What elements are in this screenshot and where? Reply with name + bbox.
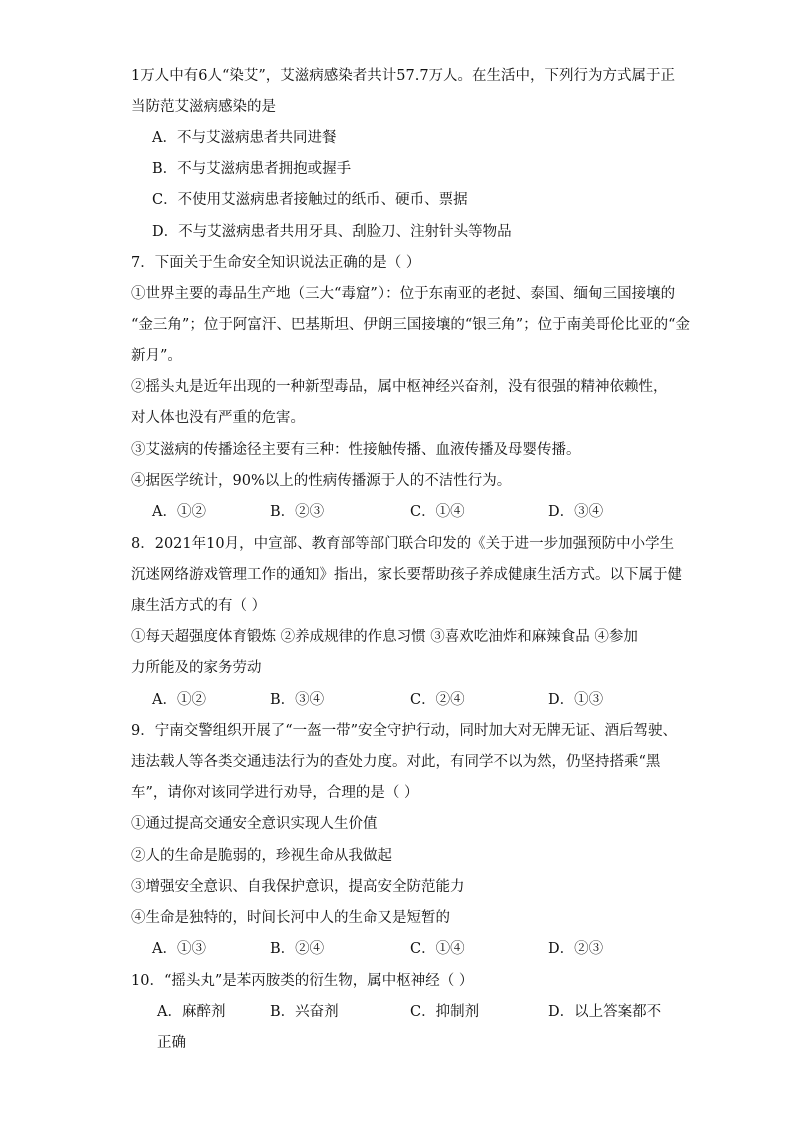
q7-statement1-line3: 新月”。 xyxy=(131,348,182,364)
q8-stem-line2: 沉迷网络游戏管理工作的通知》指出，家长要帮助孩子养成健康生活方式。以下属于健 xyxy=(131,567,682,583)
q10-option-c: C．抑制剂 xyxy=(410,1004,480,1020)
q8-stem-line3: 康生活方式的有（ ） xyxy=(131,598,267,614)
q7-option-b: B．②③ xyxy=(270,504,325,520)
q9-stem-line1: 9．宁南交警组织开展了“一盔一带”安全守护行动，同时加大对无牌无证、酒后驾驶、 xyxy=(131,723,678,739)
q9-stem-line2: 违法载人等各类交通违法行为的查处力度。对此，有同学不以为然，仍坚持搭乘“黑 xyxy=(131,754,661,770)
q7-statement1-line1: ①世界主要的毒品生产地（三大“毒窟”）：位于东南亚的老挝、泰国、缅甸三国接壤的 xyxy=(131,286,676,302)
q9-option-b: B．②④ xyxy=(270,941,325,957)
q8-stem-line1: 8．2021年10月，中宣部、教育部等部门联合印发的《关于进一步加强预防中小学生 xyxy=(131,536,675,552)
q9-statement4: ④生命是独特的，时间长河中人的生命又是短暂的 xyxy=(131,910,450,926)
q8-option-b: B．③④ xyxy=(270,692,325,708)
q6-stem-line2: 当防范艾滋病感染的是 xyxy=(131,99,276,115)
q7-statement3: ③艾滋病的传播途径主要有三种：性接触传播、血液传播及母婴传播。 xyxy=(131,442,581,458)
q7-statement2-line1: ②摇头丸是近年出现的一种新型毒品，属中枢神经兴奋剂，没有很强的精神依赖性， xyxy=(131,379,668,395)
q8-option-c: C．②④ xyxy=(410,692,465,708)
q10-option-a: A．麻醉剂 xyxy=(157,1004,226,1020)
q9-statement3: ③增强安全意识、自我保护意识，提高安全防范能力 xyxy=(131,879,465,895)
q7-statement2-line2: 对人体也没有严重的危害。 xyxy=(131,410,305,426)
q8-option-a: A．①② xyxy=(152,692,206,708)
q6-option-b: B．不与艾滋病患者拥抱或握手 xyxy=(152,161,352,177)
q10-option-d-wrap: 正确 xyxy=(157,1035,186,1051)
q9-option-c: C．①④ xyxy=(410,941,465,957)
q10-option-b: B．兴奋剂 xyxy=(270,1004,339,1020)
q7-option-d: D．③④ xyxy=(548,504,604,520)
q9-statement1: ①通过提高交通安全意识实现人生价值 xyxy=(131,816,378,832)
q7-option-c: C．①④ xyxy=(410,504,465,520)
q9-option-d: D．②③ xyxy=(548,941,604,957)
q7-statement4: ④据医学统计，90%以上的性病传播源于人的不洁性行为。 xyxy=(131,473,512,489)
q6-stem-line1: 1万人中有6人“染艾”，艾滋病感染者共计57.7万人。在生活中，下列行为方式属于正 xyxy=(131,68,676,84)
q7-option-a: A．①② xyxy=(152,504,206,520)
q10-option-d: D．以上答案都不 xyxy=(548,1004,662,1020)
q6-option-a: A．不与艾滋病患者共同进餐 xyxy=(152,130,337,146)
q7-statement1-line2: “金三角”；位于阿富汗、巴基斯坦、伊朗三国接壤的“银三角”；位于南美哥伦比亚的“金 xyxy=(131,317,691,333)
q6-option-d: D．不与艾滋病患者共用牙具、刮脸刀、注射针头等物品 xyxy=(152,224,512,240)
q8-items-line2: 力所能及的家务劳动 xyxy=(131,660,262,676)
q7-stem: 7．下面关于生命安全知识说法正确的是（ ） xyxy=(131,255,421,271)
q9-stem-line3: 车”，请你对该同学进行劝导，合理的是（ ） xyxy=(131,785,419,801)
q8-items-line1: ①每天超强度体育锻炼 ②养成规律的作息习惯 ③喜欢吃油炸和麻辣食品 ④参加 xyxy=(131,629,638,645)
q9-statement2: ②人的生命是脆弱的，珍视生命从我做起 xyxy=(131,848,392,864)
q10-stem: 10．“摇头丸”是苯丙胺类的衍生物，属中枢神经（ ） xyxy=(131,973,474,989)
q6-option-c: C．不使用艾滋病患者接触过的纸币、硬币、票据 xyxy=(152,192,468,208)
q8-option-d: D．①③ xyxy=(548,692,604,708)
q9-option-a: A．①③ xyxy=(152,941,206,957)
